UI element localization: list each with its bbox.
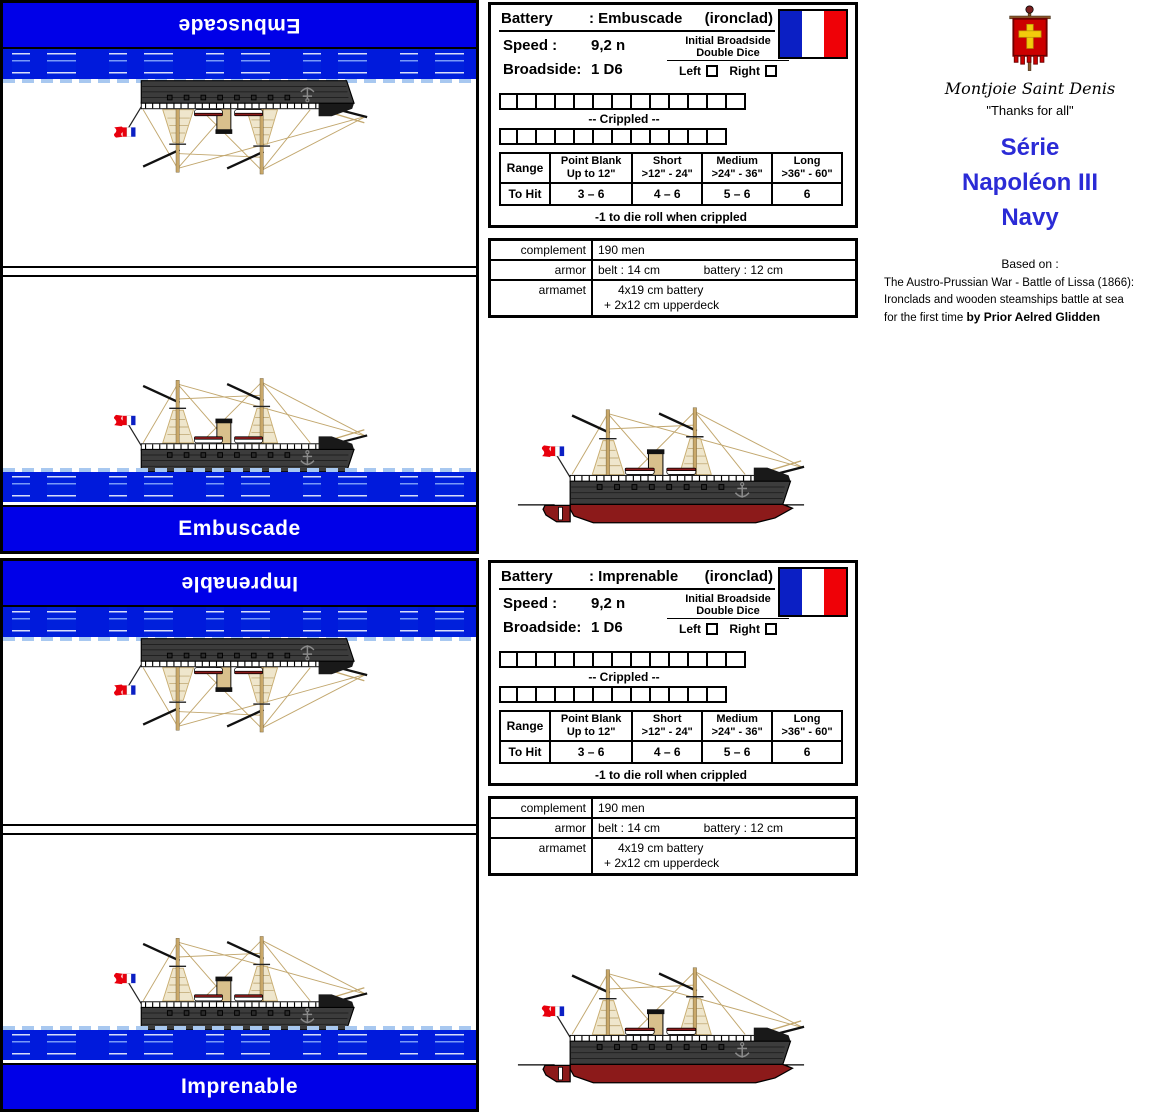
counter-title-bar-top — [3, 3, 476, 49]
ship-name: : Imprenable — [589, 568, 679, 585]
armor-belt-value: belt : 14 cm — [598, 821, 661, 835]
flag-white-stripe — [802, 11, 824, 57]
battery-label: Battery — [501, 568, 553, 585]
water-band-top — [3, 607, 476, 637]
range-table — [499, 710, 843, 764]
hit-box — [594, 128, 613, 145]
fold-line — [3, 824, 476, 826]
hit-box — [651, 93, 670, 110]
battery-card-imprenable — [488, 560, 858, 786]
thanks-text: "Thanks for all" — [986, 103, 1074, 118]
counter-name-flipped: Imprenable — [180, 572, 299, 595]
hit-box — [518, 686, 537, 703]
left-checkbox — [706, 623, 718, 635]
speed-label: Speed : — [503, 37, 558, 54]
initial-broadside-block — [667, 593, 789, 643]
ship-full-hull-illustration — [516, 960, 806, 1090]
crippled-hit-box-row — [499, 686, 845, 703]
range-col-medium: Medium >24" - 36" — [702, 711, 772, 741]
left-label: Left — [679, 622, 701, 636]
broadside-label: Broadside: — [503, 61, 582, 78]
ship-illustration-flipped — [89, 77, 369, 182]
speed-label: Speed : — [503, 595, 558, 612]
counter-title-bar-bottom — [3, 1063, 476, 1109]
crippled-footnote: -1 to die roll when crippled — [594, 210, 747, 224]
hit-box — [556, 686, 575, 703]
armament-label: armamet — [491, 281, 593, 315]
hit-box — [575, 686, 594, 703]
range-col-pointblank: Point Blank Up to 12" — [550, 711, 632, 741]
hit-box — [594, 93, 613, 110]
series-title-line2: Napoléon III — [961, 169, 1098, 196]
description-line3: for the first time by Prior Aelred Glidden — [884, 310, 1101, 324]
battery-card-embuscade — [488, 2, 858, 228]
hit-box — [613, 93, 632, 110]
counter-name: Embuscade — [178, 517, 301, 540]
hit-box — [651, 651, 670, 668]
tohit-medium: 5 – 6 — [702, 183, 772, 205]
ship-illustration — [89, 371, 369, 476]
hit-box — [613, 128, 632, 145]
hit-box — [537, 93, 556, 110]
hit-box — [727, 651, 746, 668]
hit-box — [613, 651, 632, 668]
hit-box — [575, 651, 594, 668]
hit-box — [689, 686, 708, 703]
range-col-long: Long >36" - 60" — [772, 711, 842, 741]
range-col-short: Short >12" - 24" — [632, 153, 702, 183]
range-table — [499, 152, 843, 206]
water-band-top — [3, 49, 476, 79]
ship-type: (ironclad) — [704, 568, 773, 585]
hit-box — [632, 93, 651, 110]
broadside-value: 1 D6 — [591, 61, 623, 78]
crippled-label: -- Crippled -- — [588, 112, 660, 126]
tohit-long: 6 — [772, 741, 842, 763]
range-col-pointblank: Point Blank Up to 12" — [550, 153, 632, 183]
hit-box — [670, 651, 689, 668]
counter-name: Imprenable — [180, 1075, 299, 1098]
hit-box-row — [499, 651, 845, 668]
crippled-hit-box-row — [499, 128, 845, 145]
counter-title-bar-top — [3, 561, 476, 607]
range-col-short: Short >12" - 24" — [632, 711, 702, 741]
tohit-pointblank: 3 – 6 — [550, 741, 632, 763]
flag-red-stripe — [824, 11, 846, 57]
hit-box — [670, 128, 689, 145]
ship-full-hull-illustration — [516, 400, 806, 530]
hit-box — [537, 686, 556, 703]
armor-label: armor — [491, 819, 593, 837]
tohit-row-label: To Hit — [500, 741, 550, 763]
description-block — [884, 275, 1176, 327]
initial-broadside-block — [667, 35, 789, 85]
flag-white-stripe — [802, 569, 824, 615]
ship-counter-embuscade — [0, 0, 479, 554]
hit-box-row — [499, 93, 845, 110]
crippled-footnote: -1 to die roll when crippled — [594, 768, 747, 782]
flag-red-stripe — [824, 569, 846, 615]
crippled-label: -- Crippled -- — [588, 670, 660, 684]
french-flag — [778, 9, 848, 59]
ship-illustration — [89, 929, 369, 1034]
french-flag — [778, 567, 848, 617]
armor-battery-value: battery : 12 cm — [703, 821, 783, 835]
fold-line — [3, 833, 476, 835]
description-line1: The Austro-Prussian War - Battle of Lissa (1866): — [884, 277, 1135, 289]
speed-value: 9,2 n — [591, 595, 626, 612]
armor-battery-value: battery : 12 cm — [703, 263, 783, 277]
armament-label: armamet — [491, 839, 593, 873]
tohit-pointblank: 3 – 6 — [550, 183, 632, 205]
initial-broadside-line1: Initial Broadside — [685, 593, 771, 605]
hit-box — [518, 651, 537, 668]
ship-counter-imprenable — [0, 558, 479, 1112]
oriflamme-banner-icon — [1002, 4, 1058, 78]
water-band-bottom — [3, 472, 476, 502]
range-row-label: Range — [500, 711, 550, 741]
description-line2: Ironclads and wooden steamships battle at sea — [884, 294, 1124, 306]
speed-broadside-block — [499, 595, 667, 643]
hit-box — [632, 651, 651, 668]
hit-box — [689, 128, 708, 145]
based-on-label: Based on : — [1001, 257, 1059, 271]
hit-box — [556, 93, 575, 110]
hit-box — [670, 93, 689, 110]
hit-box — [537, 651, 556, 668]
hit-box — [499, 128, 518, 145]
hit-box — [708, 686, 727, 703]
hit-box — [670, 686, 689, 703]
right-checkbox — [765, 623, 777, 635]
range-row-label: Range — [500, 153, 550, 183]
water-band-bottom — [3, 1030, 476, 1060]
armor-label: armor — [491, 261, 593, 279]
hit-box — [518, 128, 537, 145]
complement-label: complement — [491, 241, 593, 259]
specs-table-embuscade — [488, 238, 858, 318]
range-col-long: Long >36" - 60" — [772, 153, 842, 183]
hit-box — [575, 93, 594, 110]
right-label: Right — [729, 622, 760, 636]
counter-name-flipped: Embuscade — [178, 14, 301, 37]
armament-line1: 4x19 cm battery — [618, 841, 704, 855]
flag-blue-stripe — [780, 11, 802, 57]
hit-box — [594, 686, 613, 703]
fold-line — [3, 275, 476, 277]
hit-box — [499, 651, 518, 668]
range-col-medium: Medium >24" - 36" — [702, 153, 772, 183]
hit-box — [499, 686, 518, 703]
ship-illustration-flipped — [89, 635, 369, 740]
card-header — [499, 566, 775, 590]
hit-box — [708, 93, 727, 110]
ship-name: : Embuscade — [589, 10, 683, 27]
hit-box — [594, 651, 613, 668]
hit-box — [689, 651, 708, 668]
hit-box — [632, 686, 651, 703]
hit-box — [632, 128, 651, 145]
hit-box — [556, 128, 575, 145]
hit-box — [537, 128, 556, 145]
tohit-medium: 5 – 6 — [702, 741, 772, 763]
tohit-long: 6 — [772, 183, 842, 205]
armor-belt-value: belt : 14 cm — [598, 263, 661, 277]
hit-box — [556, 651, 575, 668]
speed-broadside-block — [499, 37, 667, 85]
hit-box — [651, 128, 670, 145]
complement-label: complement — [491, 799, 593, 817]
ship-type: (ironclad) — [704, 10, 773, 27]
series-title-line3: Navy — [1001, 204, 1059, 231]
hit-box — [575, 128, 594, 145]
tohit-short: 4 – 6 — [632, 741, 702, 763]
flag-blue-stripe — [780, 569, 802, 615]
hit-box — [708, 651, 727, 668]
complement-value: 190 men — [598, 243, 645, 257]
branding-column — [884, 2, 1176, 327]
hit-box — [727, 93, 746, 110]
hit-box — [613, 686, 632, 703]
initial-broadside-line2: Double Dice — [667, 47, 789, 61]
battery-label: Battery — [501, 10, 553, 27]
series-title-line1: Série — [1000, 134, 1060, 161]
broadside-label: Broadside: — [503, 619, 582, 636]
left-label: Left — [679, 64, 701, 78]
speed-value: 9,2 n — [591, 37, 626, 54]
complement-value: 190 men — [598, 801, 645, 815]
tohit-row-label: To Hit — [500, 183, 550, 205]
card-header — [499, 8, 775, 32]
left-checkbox — [706, 65, 718, 77]
hit-box — [518, 93, 537, 110]
counter-title-bar-bottom — [3, 505, 476, 551]
right-label: Right — [729, 64, 760, 78]
broadside-value: 1 D6 — [591, 619, 623, 636]
specs-table-imprenable — [488, 796, 858, 876]
motto-text: Montjoie Saint Denis — [944, 79, 1116, 98]
fold-line — [3, 266, 476, 268]
hit-box — [689, 93, 708, 110]
armament-line2: + 2x12 cm upperdeck — [604, 298, 720, 312]
hit-box — [651, 686, 670, 703]
right-checkbox — [765, 65, 777, 77]
hit-box — [708, 128, 727, 145]
armament-line1: 4x19 cm battery — [618, 283, 704, 297]
armament-line2: + 2x12 cm upperdeck — [604, 856, 720, 870]
initial-broadside-line1: Initial Broadside — [685, 35, 771, 47]
tohit-short: 4 – 6 — [632, 183, 702, 205]
hit-box — [499, 93, 518, 110]
author-credit: by Prior Aelred Glidden — [966, 310, 1101, 324]
initial-broadside-line2: Double Dice — [667, 605, 789, 619]
